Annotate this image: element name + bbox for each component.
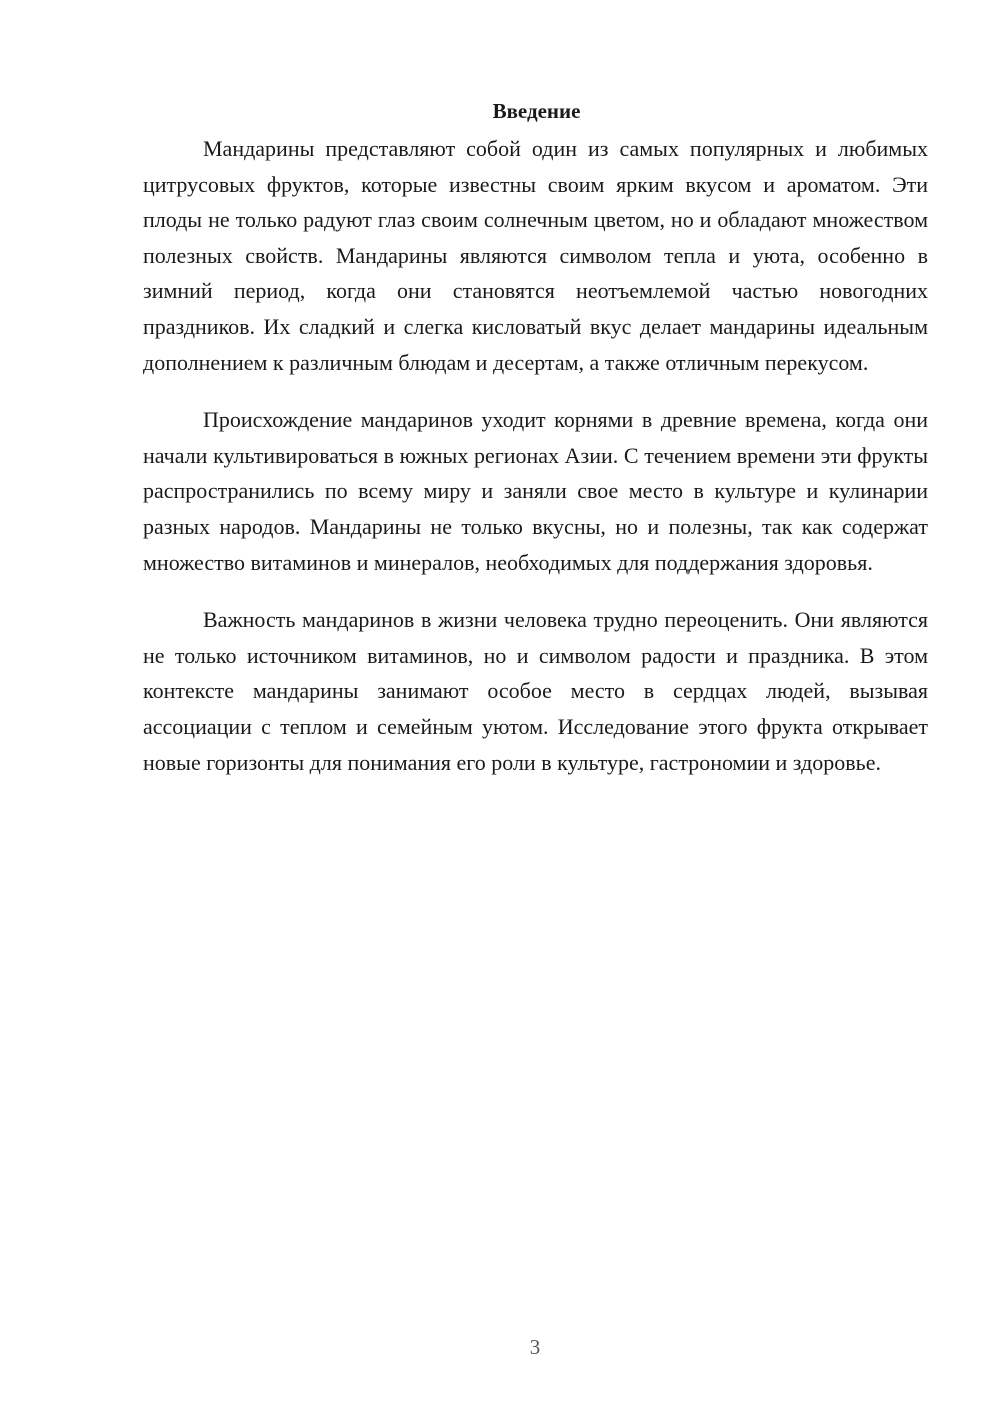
paragraph-3: Важность мандаринов в жизни человека трудно переоценить. Они являются не только источником витаминов, но и символом радости и праздника. В этом контексте мандарины занимают особое место в сердцах людей, вызывая ассоциации с теплом и семейным уютом. Исследование этого фрукта открывает новые горизонты для понимания его роли в культуре, гастрономии и здоровье.: [143, 607, 928, 775]
page-content: [143, 96, 928, 802]
paragraph-2: Происхождение мандаринов уходит корнями в древние времена, когда они начали культивироваться в южных регионах Азии. С течением времени эти фрукты распространились по всему миру и заняли свое место в культуре и кулинарии разных народов. Мандарины не только вкусны, но и полезны, так как содержат множество витаминов и минералов, необходимых для поддержания здоровья.: [143, 407, 928, 575]
paragraph-1: Мандарины представляют собой один из самых популярных и любимых цитрусовых фруктов, которые известны своим ярким вкусом и ароматом. Эти плоды не только радуют глаз своим солнечным цветом, но и обладают множеством полезных свойств. Мандарины являются символом тепла и уюта, особенно в зимний период, когда они становятся неотъемлемой частью новогодних праздников. Их сладкий и слегка кисловатый вкус делает мандарины идеальным дополнением к различным блюдам и десертам, а также отличным перекусом.: [143, 136, 928, 375]
section-heading: Введение: [492, 99, 581, 123]
page-number: 3: [529, 1335, 541, 1359]
